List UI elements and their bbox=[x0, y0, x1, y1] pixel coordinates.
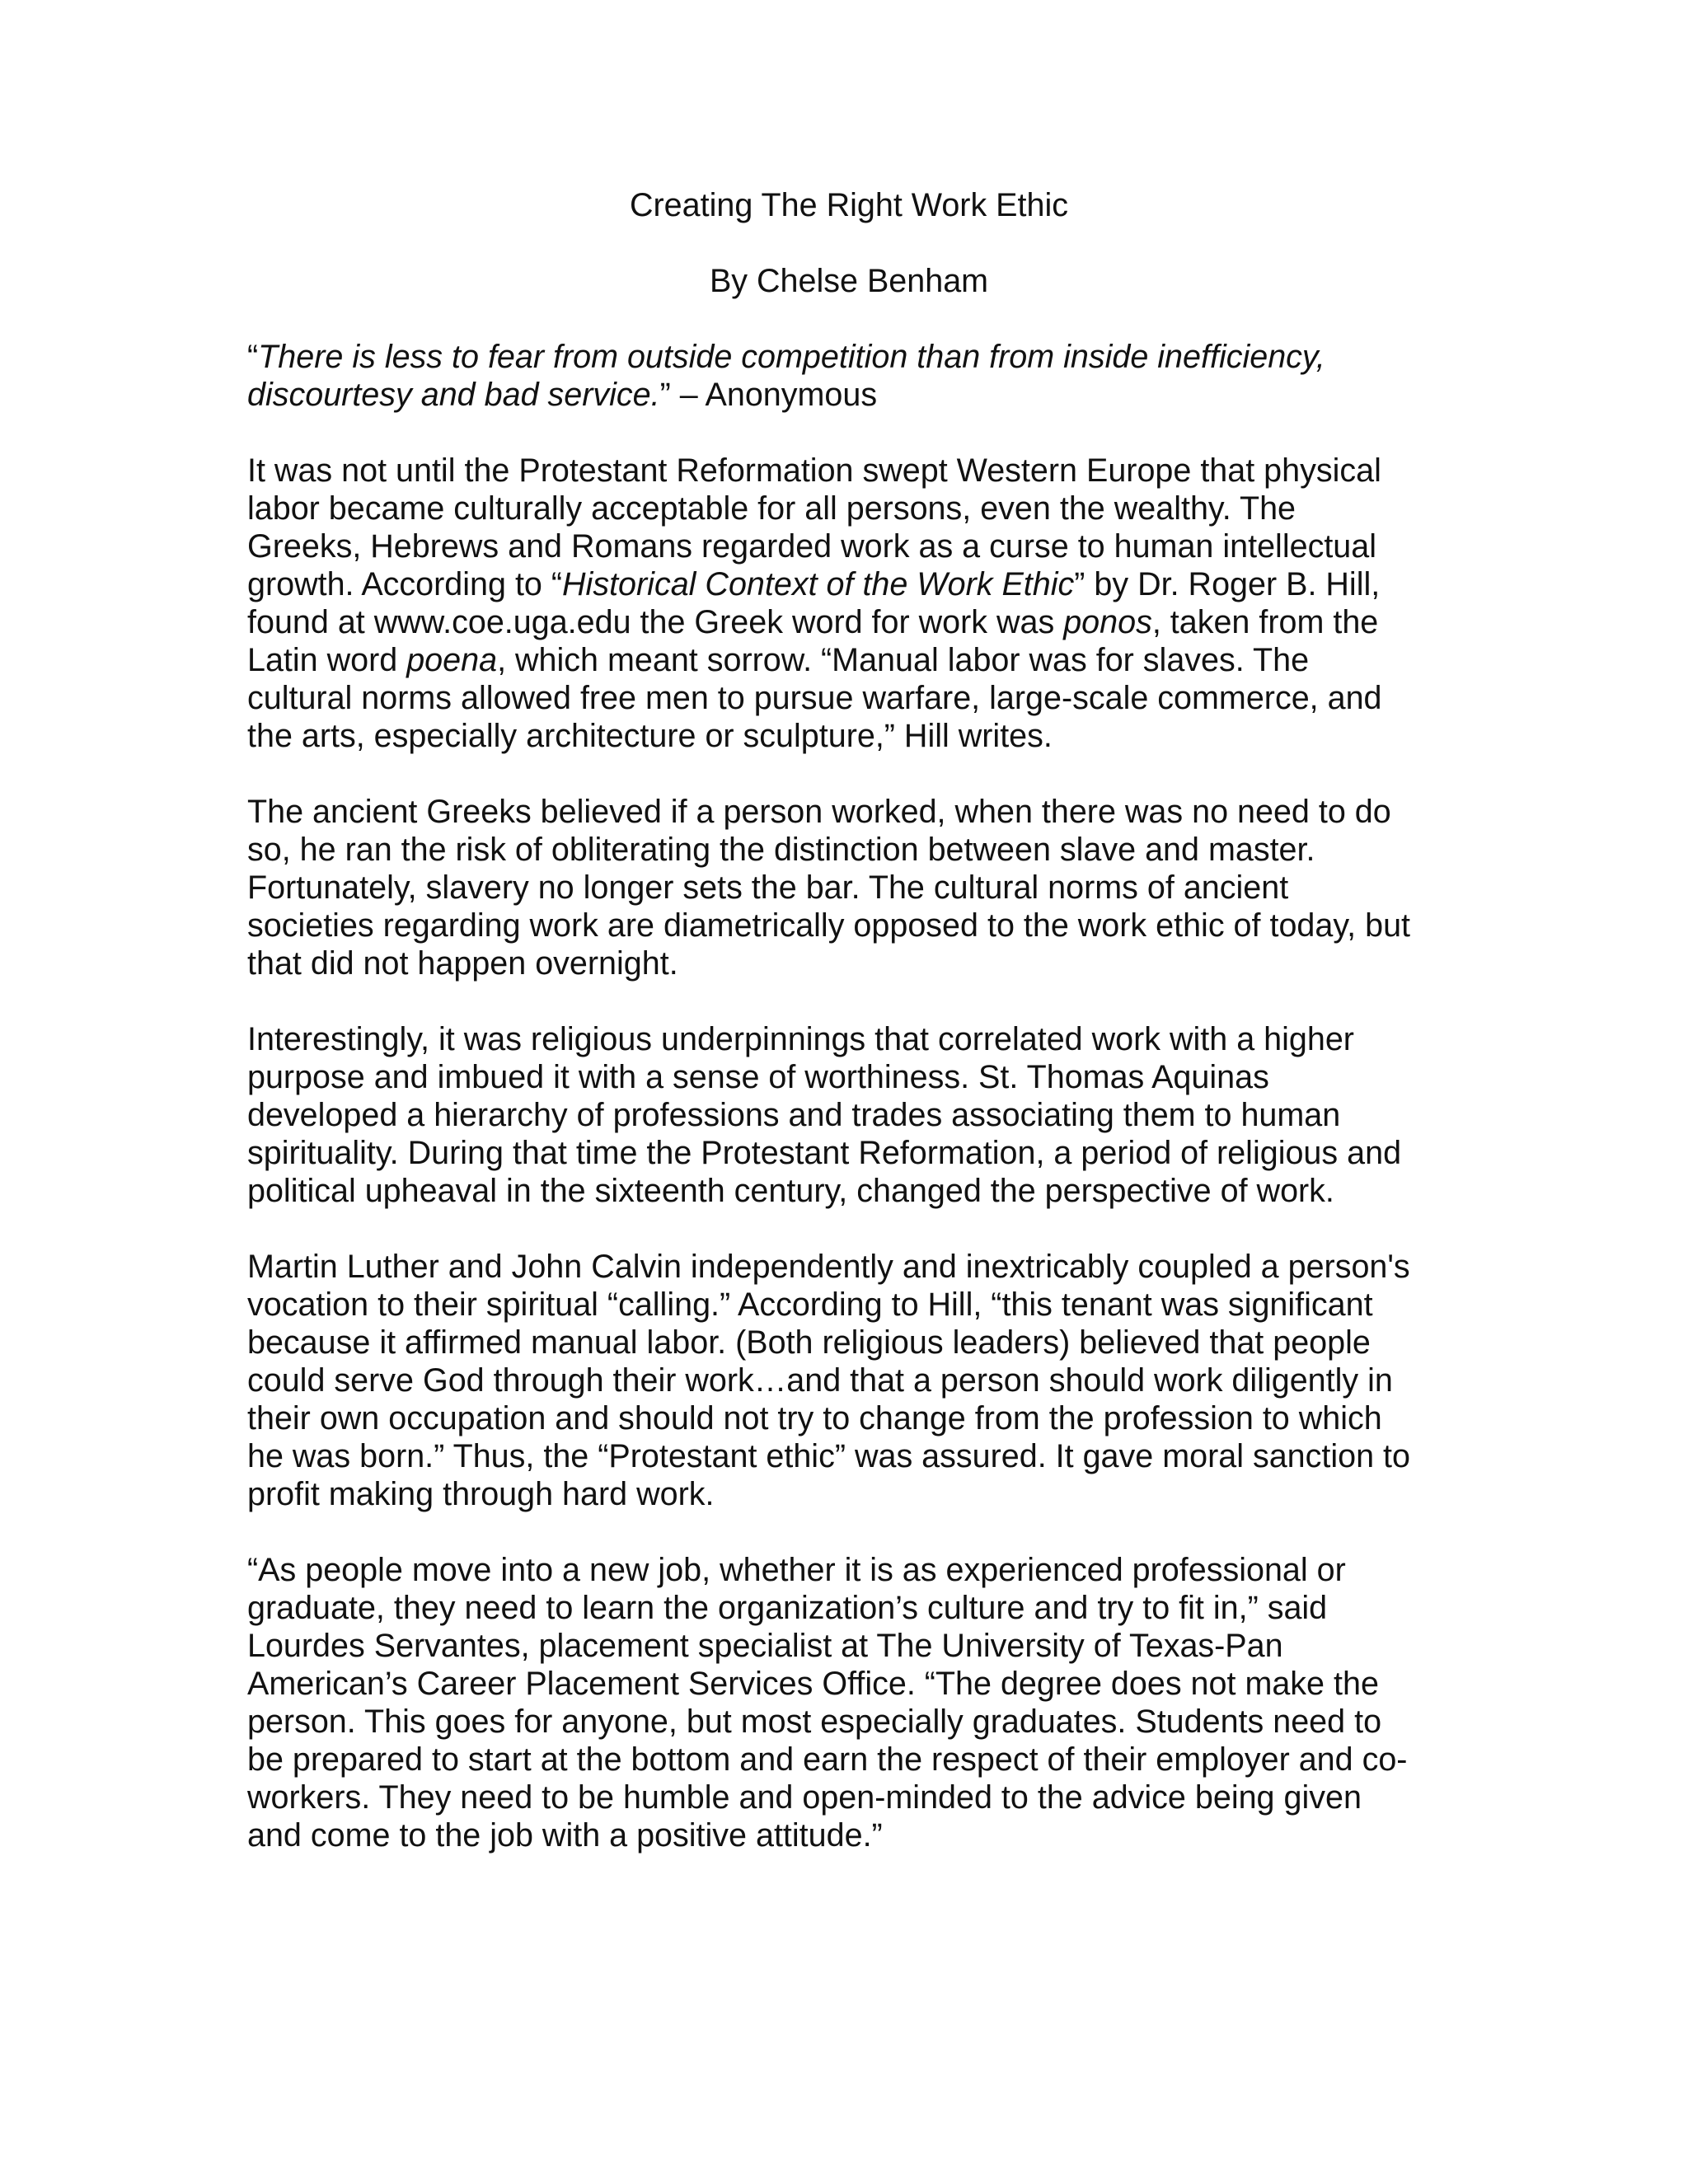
text-run: Latin word bbox=[247, 642, 407, 678]
text-line: the arts, especially architecture or sculpture,” Hill writes. bbox=[247, 718, 1053, 754]
text-line: Lourdes Servantes, placement specialist at The University of Texas-Pan bbox=[247, 1628, 1283, 1664]
epigraph-attribution: ” – Anonymous bbox=[659, 377, 878, 413]
text-run: ” by Dr. Roger B. Hill, bbox=[1074, 566, 1381, 602]
paragraph-2 bbox=[247, 793, 1451, 982]
paragraph-1 bbox=[247, 452, 1451, 755]
text-line: their own occupation and should not try to change from the profession to which bbox=[247, 1400, 1382, 1436]
document-body bbox=[247, 186, 1451, 1854]
paragraph-3 bbox=[247, 1020, 1451, 1210]
text-line bbox=[247, 603, 1451, 641]
text-line: Martin Luther and John Calvin independently and inextricably coupled a person's bbox=[247, 1249, 1410, 1285]
text-line: The ancient Greeks believed if a person worked, when there was no need to do bbox=[247, 794, 1391, 830]
epigraph-quote bbox=[247, 338, 1451, 414]
text-line: “As people move into a new job, whether it is as experienced professional or bbox=[247, 1552, 1346, 1588]
text-line: graduate, they need to learn the organization’s culture and try to fit in,” said bbox=[247, 1590, 1328, 1626]
text-line: Interestingly, it was religious underpinnings that correlated work with a higher bbox=[247, 1021, 1354, 1057]
text-line: profit making through hard work. bbox=[247, 1476, 715, 1512]
author-byline: By Chelse Benham bbox=[709, 263, 989, 299]
paragraph-5 bbox=[247, 1551, 1451, 1854]
text-line: societies regarding work are diametrically opposed to the work ethic of today, but bbox=[247, 907, 1411, 944]
text-run: found at www.coe.uga.edu the Greek word for work was bbox=[247, 604, 1064, 640]
text-line: could serve God through their work…and that a person should work diligently in bbox=[247, 1362, 1393, 1399]
text-line: labor became culturally acceptable for all persons, even the wealthy. The bbox=[247, 490, 1296, 527]
greek-word: ponos bbox=[1063, 604, 1152, 640]
text-line bbox=[247, 641, 1451, 679]
text-line: vocation to their spiritual “calling.” According to Hill, “this tenant was significant bbox=[247, 1286, 1373, 1323]
paragraph-4 bbox=[247, 1248, 1451, 1513]
text-line: purpose and imbued it with a sense of worthiness. St. Thomas Aquinas bbox=[247, 1059, 1269, 1095]
epigraph-line bbox=[247, 376, 1451, 414]
text-line: developed a hierarchy of professions and trades associating them to human bbox=[247, 1097, 1341, 1133]
text-line: that did not happen overnight. bbox=[247, 945, 678, 982]
text-run: , which meant sorrow. “Manual labor was for slaves. The bbox=[497, 642, 1310, 678]
text-line: It was not until the Protestant Reformation swept Western Europe that physical bbox=[247, 452, 1381, 489]
page-title: Creating The Right Work Ethic bbox=[629, 187, 1068, 223]
text-line: so, he ran the risk of obliterating the distinction between slave and master. bbox=[247, 832, 1315, 868]
epigraph-text: discourtesy and bad service. bbox=[247, 377, 660, 413]
text-line: he was born.” Thus, the “Protestant ethic” was assured. It gave moral sanction to bbox=[247, 1438, 1410, 1474]
text-line: cultural norms allowed free men to pursue warfare, large-scale commerce, and bbox=[247, 680, 1382, 716]
text-line: because it affirmed manual labor. (Both religious leaders) believed that people bbox=[247, 1324, 1371, 1361]
text-run: growth. According to “ bbox=[247, 566, 563, 602]
epigraph-line bbox=[247, 338, 1451, 376]
latin-word: poena bbox=[406, 642, 498, 678]
text-run: , taken from the bbox=[1151, 604, 1379, 640]
text-line: American’s Career Placement Services Office. “The degree does not make the bbox=[247, 1666, 1379, 1702]
text-line: political upheaval in the sixteenth century, changed the perspective of work. bbox=[247, 1173, 1334, 1209]
text-line: Fortunately, slavery no longer sets the bar. The cultural norms of ancient bbox=[247, 869, 1289, 906]
text-line: workers. They need to be humble and open-minded to the advice being given bbox=[247, 1779, 1362, 1816]
text-line: person. This goes for anyone, but most especially graduates. Students need to bbox=[247, 1704, 1382, 1740]
text-line: Greeks, Hebrews and Romans regarded work as a curse to human intellectual bbox=[247, 528, 1377, 565]
text-line: spirituality. During that time the Protestant Reformation, a period of religious and bbox=[247, 1135, 1402, 1171]
text-line: and come to the job with a positive attitude.” bbox=[247, 1817, 883, 1854]
text-line bbox=[247, 565, 1451, 603]
epigraph-text: There is less to fear from outside competition than from inside inefficiency, bbox=[258, 339, 1325, 375]
open-quote-mark: “ bbox=[247, 339, 259, 375]
text-line: be prepared to start at the bottom and earn the respect of their employer and co- bbox=[247, 1741, 1408, 1778]
source-title: Historical Context of the Work Ethic bbox=[562, 566, 1075, 602]
